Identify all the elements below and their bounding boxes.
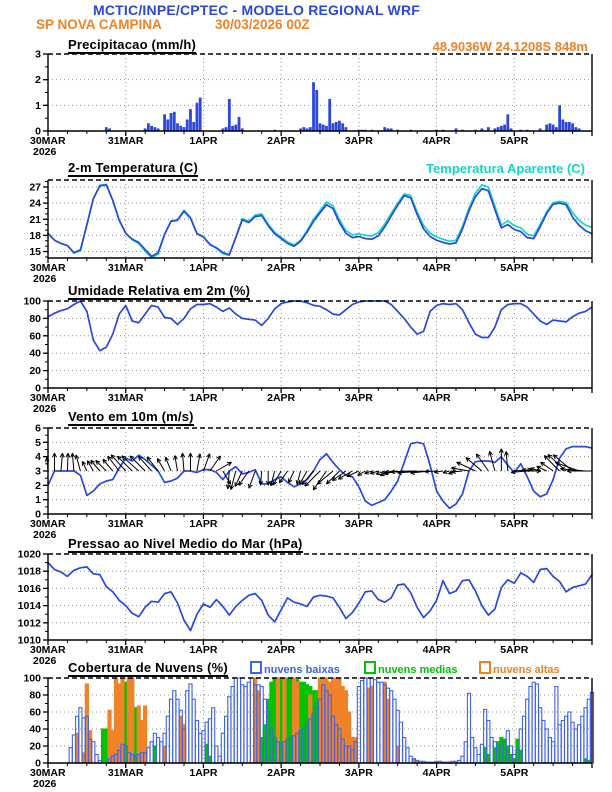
legend-item-nuvens-baixas	[250, 661, 340, 676]
svg-text:40: 40	[29, 347, 41, 360]
svg-text:1014: 1014	[17, 600, 41, 613]
legend-item-nuvens-medias	[364, 661, 457, 676]
svg-text:31MAR: 31MAR	[107, 262, 144, 274]
svg-text:4APR: 4APR	[422, 392, 451, 404]
svg-text:2026: 2026	[33, 403, 57, 415]
svg-text:5APR: 5APR	[500, 392, 529, 404]
svg-text:80: 80	[29, 312, 41, 325]
svg-text:3APR: 3APR	[344, 392, 373, 404]
panel-title-clouds-text: Cobertura de Nuvens (%)	[68, 660, 228, 675]
svg-text:1010: 1010	[17, 634, 41, 647]
svg-text:0: 0	[35, 125, 41, 138]
panel-title-temperature-text: 2-m Temperatura (C)	[68, 160, 198, 175]
panel-title-humidity	[68, 283, 250, 300]
svg-text:6: 6	[35, 422, 41, 435]
svg-text:30MAR: 30MAR	[30, 767, 66, 779]
svg-text:2APR: 2APR	[267, 392, 296, 404]
svg-text:2026: 2026	[33, 655, 57, 667]
legend-label-nuvens-altas: nuvens altas	[493, 664, 560, 676]
svg-text:1APR: 1APR	[189, 262, 218, 274]
svg-text:2APR: 2APR	[267, 644, 296, 656]
svg-text:1APR: 1APR	[189, 767, 218, 779]
svg-text:2APR: 2APR	[267, 135, 296, 147]
svg-text:2026: 2026	[33, 273, 57, 285]
apparent-temperature-label: Temperatura Aparente (C)	[426, 161, 585, 176]
svg-text:3APR: 3APR	[344, 135, 373, 147]
panel-title-wind-text: Vento em 10m (m/s)	[68, 409, 194, 424]
legend-label-nuvens-baixas: nuvens baixas	[264, 664, 340, 676]
svg-text:30MAR: 30MAR	[30, 644, 66, 656]
svg-text:3APR: 3APR	[344, 767, 373, 779]
svg-text:3APR: 3APR	[344, 262, 373, 274]
svg-text:2APR: 2APR	[267, 767, 296, 779]
run-datetime: 30/03/2026 00Z	[215, 17, 310, 32]
legend-swatch-nuvens-baixas-icon	[250, 661, 262, 674]
svg-text:1APR: 1APR	[189, 392, 218, 404]
model-title: MCTIC/INPE/CPTEC - MODELO REGIONAL WRF	[93, 2, 421, 18]
svg-text:30MAR: 30MAR	[30, 135, 66, 147]
svg-text:1018: 1018	[17, 565, 41, 578]
svg-text:0: 0	[35, 382, 41, 395]
svg-text:31MAR: 31MAR	[107, 518, 144, 530]
svg-text:20: 20	[29, 740, 41, 753]
svg-text:2026: 2026	[33, 529, 57, 541]
svg-text:5APR: 5APR	[500, 644, 529, 656]
svg-text:4APR: 4APR	[422, 518, 451, 530]
svg-text:0: 0	[35, 508, 41, 521]
svg-text:4APR: 4APR	[422, 767, 451, 779]
svg-text:2APR: 2APR	[267, 518, 296, 530]
legend-swatch-nuvens-medias-icon	[364, 661, 376, 674]
svg-text:60: 60	[29, 330, 41, 343]
svg-text:30MAR: 30MAR	[30, 518, 66, 530]
svg-text:100: 100	[23, 295, 41, 308]
station-name: SP NOVA CAMPINA	[36, 17, 162, 32]
svg-text:15: 15	[29, 246, 41, 259]
svg-text:27: 27	[29, 181, 41, 194]
panel-title-humidity-text: Umidade Relativa em 2m (%)	[68, 283, 251, 298]
svg-text:5APR: 5APR	[500, 767, 529, 779]
svg-text:5: 5	[35, 436, 41, 449]
svg-text:1016: 1016	[17, 582, 41, 595]
svg-text:4: 4	[35, 451, 41, 464]
legend-label-nuvens-medias: nuvens medias	[378, 664, 458, 676]
svg-text:1APR: 1APR	[189, 518, 218, 530]
svg-text:0: 0	[35, 757, 41, 770]
svg-text:5APR: 5APR	[500, 518, 529, 530]
svg-text:20: 20	[29, 365, 41, 378]
svg-text:30MAR: 30MAR	[30, 262, 66, 274]
svg-text:3APR: 3APR	[344, 644, 373, 656]
svg-text:3APR: 3APR	[344, 518, 373, 530]
svg-text:4APR: 4APR	[422, 135, 451, 147]
svg-text:3: 3	[35, 465, 41, 478]
svg-text:31MAR: 31MAR	[107, 644, 144, 656]
svg-text:2APR: 2APR	[267, 262, 296, 274]
panel-title-precipitation	[68, 37, 196, 54]
svg-text:21: 21	[29, 213, 41, 226]
panel-title-pressure-text: Pressao ao Nivel Medio do Mar (hPa)	[68, 536, 303, 551]
svg-text:100: 100	[23, 672, 41, 685]
legend-swatch-nuvens-altas-icon	[479, 661, 491, 674]
svg-text:40: 40	[29, 723, 41, 736]
svg-text:2: 2	[35, 479, 41, 492]
svg-text:60: 60	[29, 706, 41, 719]
svg-text:2026: 2026	[33, 146, 57, 158]
svg-text:1APR: 1APR	[189, 644, 218, 656]
svg-text:4APR: 4APR	[422, 262, 451, 274]
svg-text:1020: 1020	[17, 548, 41, 561]
station-coordinates: 48.9036W 24.1208S 848m	[432, 39, 588, 54]
svg-text:5APR: 5APR	[500, 135, 529, 147]
panel-title-clouds	[68, 660, 228, 677]
panel-title-pressure	[68, 536, 303, 553]
legend-item-nuvens-altas	[479, 661, 560, 676]
svg-text:2: 2	[35, 74, 41, 87]
svg-text:1012: 1012	[17, 617, 41, 630]
svg-text:5APR: 5APR	[500, 262, 529, 274]
svg-text:2026: 2026	[33, 778, 57, 790]
svg-text:80: 80	[29, 689, 41, 702]
svg-text:4APR: 4APR	[422, 644, 451, 656]
svg-text:30MAR: 30MAR	[30, 392, 66, 404]
svg-text:31MAR: 31MAR	[107, 392, 144, 404]
svg-text:1: 1	[35, 494, 41, 507]
panel-title-precipitation-text: Precipitacao (mm/h)	[68, 37, 197, 52]
svg-text:1APR: 1APR	[189, 135, 218, 147]
panel-title-wind	[68, 409, 194, 426]
svg-text:3: 3	[35, 48, 41, 61]
svg-text:31MAR: 31MAR	[107, 767, 144, 779]
svg-text:31MAR: 31MAR	[107, 135, 144, 147]
svg-text:1: 1	[35, 99, 41, 112]
svg-text:18: 18	[29, 229, 41, 242]
svg-text:24: 24	[29, 197, 41, 210]
